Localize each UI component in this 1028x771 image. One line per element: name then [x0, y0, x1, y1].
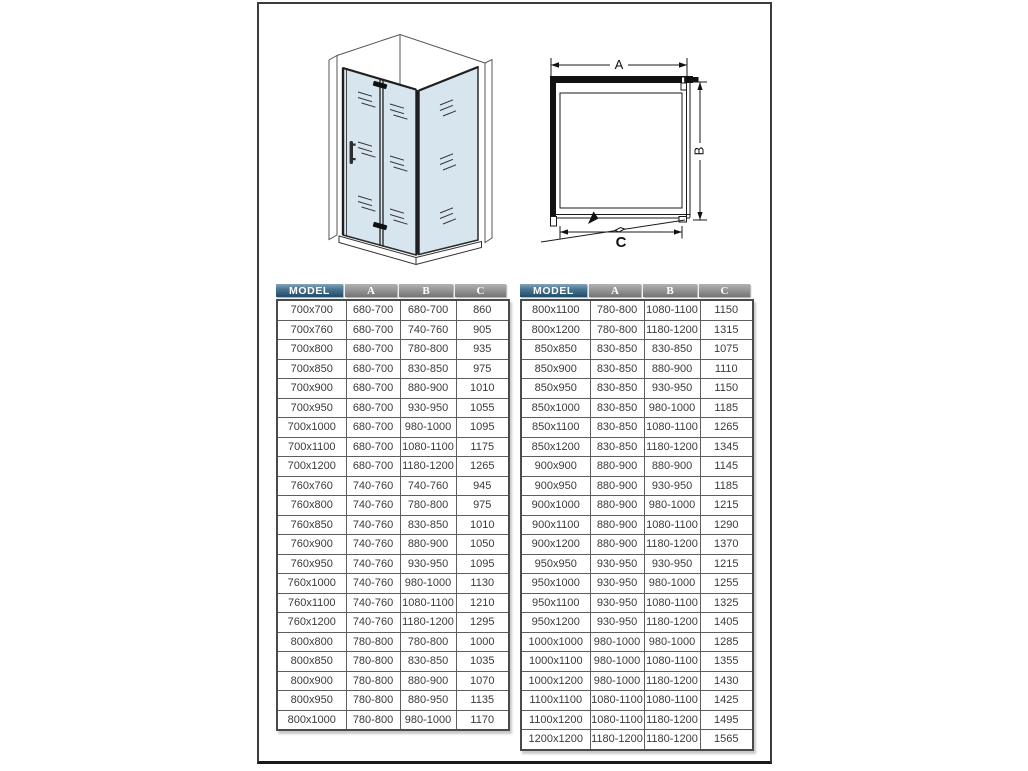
table-cell: 680-700	[346, 379, 400, 399]
wall-left	[329, 56, 337, 240]
dim-label-a: A	[614, 57, 624, 72]
table-row	[521, 418, 753, 438]
table-cell: 980-1000	[590, 671, 644, 691]
table-cell: 780-800	[400, 340, 456, 360]
top-wall-bar	[550, 76, 693, 83]
table-cell: 900x1000	[521, 496, 590, 516]
bracket-bottom-left	[551, 217, 557, 227]
table-row	[277, 437, 509, 457]
table-cell: 1285	[700, 632, 753, 652]
table-cell: 780-800	[346, 710, 400, 730]
table-cell: 830-850	[590, 437, 644, 457]
dim-label-b: B	[691, 146, 707, 156]
left-wall-bar	[550, 76, 556, 224]
table-cell: 1080-1100	[400, 593, 456, 613]
table-cell: 1080-1100	[644, 418, 700, 438]
table-cell: 800x950	[277, 691, 346, 711]
table-cell: 1210	[456, 593, 509, 613]
table-cell: 830-850	[590, 359, 644, 379]
table-row	[521, 554, 753, 574]
table-cell: 1080-1100	[400, 437, 456, 457]
table-cell: 850x900	[521, 359, 590, 379]
table-row	[277, 340, 509, 360]
table-row	[521, 632, 753, 652]
table-cell: 780-800	[346, 691, 400, 711]
table-cell: 930-950	[644, 476, 700, 496]
glass-panels	[343, 67, 478, 255]
table-cell: 1070	[456, 671, 509, 691]
table-cell: 880-900	[400, 671, 456, 691]
table-cell: 1050	[456, 535, 509, 555]
table-cell: 830-850	[590, 418, 644, 438]
table-row	[521, 652, 753, 672]
table-cell: 950x950	[521, 554, 590, 574]
wall-right	[485, 60, 492, 243]
table-cell: 980-1000	[590, 632, 644, 652]
table-cell: 930-950	[644, 554, 700, 574]
table-cell: 1135	[456, 691, 509, 711]
table-row	[277, 613, 509, 633]
table-row	[521, 379, 753, 399]
table-cell: 800x1200	[521, 320, 590, 340]
table-row	[277, 691, 509, 711]
table-row	[521, 574, 753, 594]
table-cell: 1175	[456, 437, 509, 457]
table-cell: 1100x1200	[521, 710, 590, 730]
table-cell: 1200x1200	[521, 730, 590, 750]
table-cell: 1180-1200	[644, 535, 700, 555]
table-cell: 740-760	[346, 515, 400, 535]
table-cell: 800x900	[277, 671, 346, 691]
size-table-right-body	[520, 299, 754, 751]
column-header-model: MODEL	[276, 284, 343, 297]
table-cell: 945	[456, 476, 509, 496]
plan-view-diagram	[535, 40, 725, 255]
corner-post	[416, 90, 419, 256]
table-row	[277, 593, 509, 613]
table-cell: 780-800	[400, 632, 456, 652]
table-cell: 740-760	[400, 320, 456, 340]
table-cell: 780-800	[590, 300, 644, 320]
wall-top-edge	[337, 35, 485, 64]
table-cell: 1370	[700, 535, 753, 555]
table-cell: 680-700	[346, 457, 400, 477]
table-cell: 680-700	[346, 300, 400, 320]
table-cell: 760x950	[277, 554, 346, 574]
table-cell: 830-850	[400, 652, 456, 672]
table-cell: 930-950	[590, 593, 644, 613]
table-cell: 1315	[700, 320, 753, 340]
table-row	[277, 457, 509, 477]
table-cell: 1180-1200	[644, 671, 700, 691]
table-row	[277, 418, 509, 438]
table-cell: 780-800	[400, 496, 456, 516]
table-cell: 700x850	[277, 359, 346, 379]
table-row	[521, 457, 753, 477]
table-cell: 680-700	[346, 340, 400, 360]
table-cell: 800x850	[277, 652, 346, 672]
table-cell: 1145	[700, 457, 753, 477]
table-cell: 980-1000	[400, 418, 456, 438]
table-cell: 1185	[700, 476, 753, 496]
table-row	[521, 496, 753, 516]
table-row	[521, 730, 753, 750]
table-cell: 1265	[456, 457, 509, 477]
table-cell: 800x1100	[521, 300, 590, 320]
handle-plan-icon	[615, 228, 625, 233]
table-row	[521, 535, 753, 555]
table-cell: 780-800	[590, 320, 644, 340]
table-row	[521, 593, 753, 613]
table-cell: 700x1100	[277, 437, 346, 457]
table-cell: 830-850	[590, 398, 644, 418]
table-cell: 700x760	[277, 320, 346, 340]
table-cell: 680-700	[346, 437, 400, 457]
table-cell: 900x950	[521, 476, 590, 496]
table-cell: 780-800	[346, 632, 400, 652]
column-header-c: C	[455, 284, 506, 297]
table-cell: 980-1000	[590, 652, 644, 672]
table-cell: 1110	[700, 359, 753, 379]
table-row	[277, 300, 509, 320]
table-cell: 1430	[700, 671, 753, 691]
table-cell: 880-900	[400, 379, 456, 399]
table-cell: 1345	[700, 437, 753, 457]
table-cell: 700x900	[277, 379, 346, 399]
table-cell: 930-950	[590, 613, 644, 633]
table-cell: 1180-1200	[644, 710, 700, 730]
table-cell: 740-760	[346, 554, 400, 574]
table-cell: 1010	[456, 379, 509, 399]
table-cell: 935	[456, 340, 509, 360]
table-cell: 880-900	[590, 457, 644, 477]
table-row	[521, 398, 753, 418]
table-row	[521, 437, 753, 457]
table-row	[521, 359, 753, 379]
table-cell: 930-950	[400, 554, 456, 574]
table-row	[277, 632, 509, 652]
table-cell: 700x1000	[277, 418, 346, 438]
table-row	[521, 320, 753, 340]
table-cell: 980-1000	[644, 632, 700, 652]
table-cell: 980-1000	[644, 574, 700, 594]
table-cell: 1080-1100	[644, 593, 700, 613]
table-cell: 1000x1000	[521, 632, 590, 652]
table-cell: 740-760	[346, 476, 400, 496]
table-cell: 900x1200	[521, 535, 590, 555]
table-cell: 740-760	[400, 476, 456, 496]
table-cell: 1150	[700, 300, 753, 320]
table-cell: 830-850	[400, 515, 456, 535]
table-cell: 680-700	[400, 300, 456, 320]
size-table-right	[520, 284, 754, 751]
table-cell: 880-900	[644, 457, 700, 477]
table-cell: 680-700	[346, 418, 400, 438]
table-cell: 1080-1100	[644, 300, 700, 320]
table-cell: 850x1200	[521, 437, 590, 457]
table-cell: 850x850	[521, 340, 590, 360]
table-cell: 1180-1200	[590, 730, 644, 750]
table-cell: 760x800	[277, 496, 346, 516]
table-cell: 700x950	[277, 398, 346, 418]
table-row	[277, 535, 509, 555]
table-cell: 740-760	[346, 593, 400, 613]
table-cell: 1180-1200	[644, 320, 700, 340]
table-row	[277, 554, 509, 574]
column-header-model: MODEL	[520, 284, 587, 297]
table-cell: 980-1000	[400, 710, 456, 730]
table-cell: 700x800	[277, 340, 346, 360]
table-cell: 1035	[456, 652, 509, 672]
table-cell: 1255	[700, 574, 753, 594]
table-cell: 760x1100	[277, 593, 346, 613]
column-header-b: B	[399, 284, 453, 297]
table-cell: 905	[456, 320, 509, 340]
size-table-left	[276, 284, 510, 731]
table-cell: 1265	[700, 418, 753, 438]
table-row	[521, 613, 753, 633]
table-cell: 880-900	[590, 515, 644, 535]
column-header-a: A	[345, 284, 397, 297]
table-cell: 1080-1100	[590, 691, 644, 711]
table-cell: 1495	[700, 710, 753, 730]
table-cell: 800x800	[277, 632, 346, 652]
table-cell: 880-900	[590, 535, 644, 555]
table-cell: 680-700	[346, 359, 400, 379]
table-row	[277, 652, 509, 672]
dim-label-c: C	[615, 234, 627, 251]
table-cell: 1295	[456, 613, 509, 633]
table-cell: 850x950	[521, 379, 590, 399]
table-row	[277, 515, 509, 535]
table-row	[277, 359, 509, 379]
table-cell: 950x1100	[521, 593, 590, 613]
table-cell: 1080-1100	[590, 710, 644, 730]
door-swing	[541, 212, 685, 243]
table-cell: 1000x1100	[521, 652, 590, 672]
table-row	[277, 574, 509, 594]
table-cell: 830-850	[590, 379, 644, 399]
table-cell: 700x1200	[277, 457, 346, 477]
table-cell: 850x1100	[521, 418, 590, 438]
table-cell: 1355	[700, 652, 753, 672]
table-cell: 1100x1100	[521, 691, 590, 711]
table-cell: 900x1100	[521, 515, 590, 535]
table-cell: 880-900	[590, 496, 644, 516]
table-cell: 1080-1100	[644, 515, 700, 535]
table-cell: 760x900	[277, 535, 346, 555]
table-cell: 930-950	[400, 398, 456, 418]
table-cell: 1095	[456, 418, 509, 438]
table-cell: 950x1000	[521, 574, 590, 594]
table-cell: 1425	[700, 691, 753, 711]
table-cell: 1180-1200	[644, 437, 700, 457]
table-row	[277, 671, 509, 691]
table-cell: 780-800	[346, 652, 400, 672]
table-cell: 980-1000	[400, 574, 456, 594]
table-row	[521, 691, 753, 711]
table-cell: 880-900	[644, 359, 700, 379]
table-cell: 1405	[700, 613, 753, 633]
table-cell: 1170	[470, 713, 495, 726]
table-cell: 900x900	[521, 457, 590, 477]
column-header-c: C	[699, 284, 750, 297]
table-cell: 1080-1100	[644, 652, 700, 672]
table-cell: 760x1200	[277, 613, 346, 633]
plan-frame	[550, 76, 699, 226]
table-row	[277, 379, 509, 399]
table-cell: 880-950	[400, 691, 456, 711]
size-table-left-body	[276, 299, 510, 731]
table-cell: 980-1000	[644, 398, 700, 418]
table-cell: 950x1200	[521, 613, 590, 633]
table-cell: 760x850	[277, 515, 346, 535]
table-row	[277, 710, 509, 730]
table-cell: 780-800	[346, 671, 400, 691]
table-row	[521, 671, 753, 691]
table-cell: 680-700	[346, 320, 400, 340]
table-cell: 740-760	[346, 574, 400, 594]
table-cell: 930-950	[590, 574, 644, 594]
table-cell: 1215	[700, 496, 753, 516]
table-cell: 830-850	[590, 340, 644, 360]
table-row	[521, 515, 753, 535]
table-cell: 880-900	[590, 476, 644, 496]
table-cell: 1055	[456, 398, 509, 418]
table-cell: 980-1000	[644, 496, 700, 516]
table-cell: 1075	[700, 340, 753, 360]
table-cell: 1180-1200	[400, 457, 456, 477]
table-cell: 1010	[456, 515, 509, 535]
table-cell: 1290	[700, 515, 753, 535]
table-cell: 760x760	[277, 476, 346, 496]
table-cell: 1565	[714, 733, 739, 746]
table-cell: 830-850	[644, 340, 700, 360]
table-cell: 700x700	[277, 300, 346, 320]
table-row	[277, 320, 509, 340]
table-cell: 930-950	[644, 379, 700, 399]
table-cell: 740-760	[346, 613, 400, 633]
table-row	[277, 398, 509, 418]
bracket-top-right	[681, 83, 687, 90]
table-cell: 760x1000	[277, 574, 346, 594]
table-cell: 740-760	[346, 496, 400, 516]
isometric-shower-diagram	[300, 25, 520, 270]
table-header-row	[520, 284, 754, 297]
table-row	[277, 496, 509, 516]
table-row	[521, 300, 753, 320]
table-cell: 1185	[700, 398, 753, 418]
table-cell: 740-760	[346, 535, 400, 555]
table-row	[521, 710, 753, 730]
table-cell: 1000	[456, 632, 509, 652]
table-header-row	[276, 284, 510, 297]
table-cell: 1080-1100	[644, 691, 700, 711]
table-cell: 830-850	[400, 359, 456, 379]
table-cell: 850x1000	[521, 398, 590, 418]
table-cell: 930-950	[590, 554, 644, 574]
table-cell: 1215	[700, 554, 753, 574]
table-cell: 1180-1200	[400, 613, 456, 633]
table-cell: 975	[456, 359, 509, 379]
table-cell: 880-900	[400, 535, 456, 555]
column-header-a: A	[589, 284, 641, 297]
column-header-b: B	[643, 284, 697, 297]
table-cell: 1130	[456, 574, 509, 594]
table-row	[277, 476, 509, 496]
inner-glass-outline	[560, 93, 682, 208]
table-cell: 1325	[700, 593, 753, 613]
table-cell: 860	[456, 300, 509, 320]
table-cell: 1180-1200	[644, 613, 700, 633]
table-cell: 1095	[456, 554, 509, 574]
table-cell: 800x1000	[277, 710, 346, 730]
table-cell: 975	[456, 496, 509, 516]
table-cell: 1180-1200	[644, 730, 700, 750]
table-row	[521, 340, 753, 360]
table-cell: 680-700	[346, 398, 400, 418]
table-cell: 1000x1200	[521, 671, 590, 691]
table-row	[521, 476, 753, 496]
table-cell: 1150	[700, 379, 753, 399]
